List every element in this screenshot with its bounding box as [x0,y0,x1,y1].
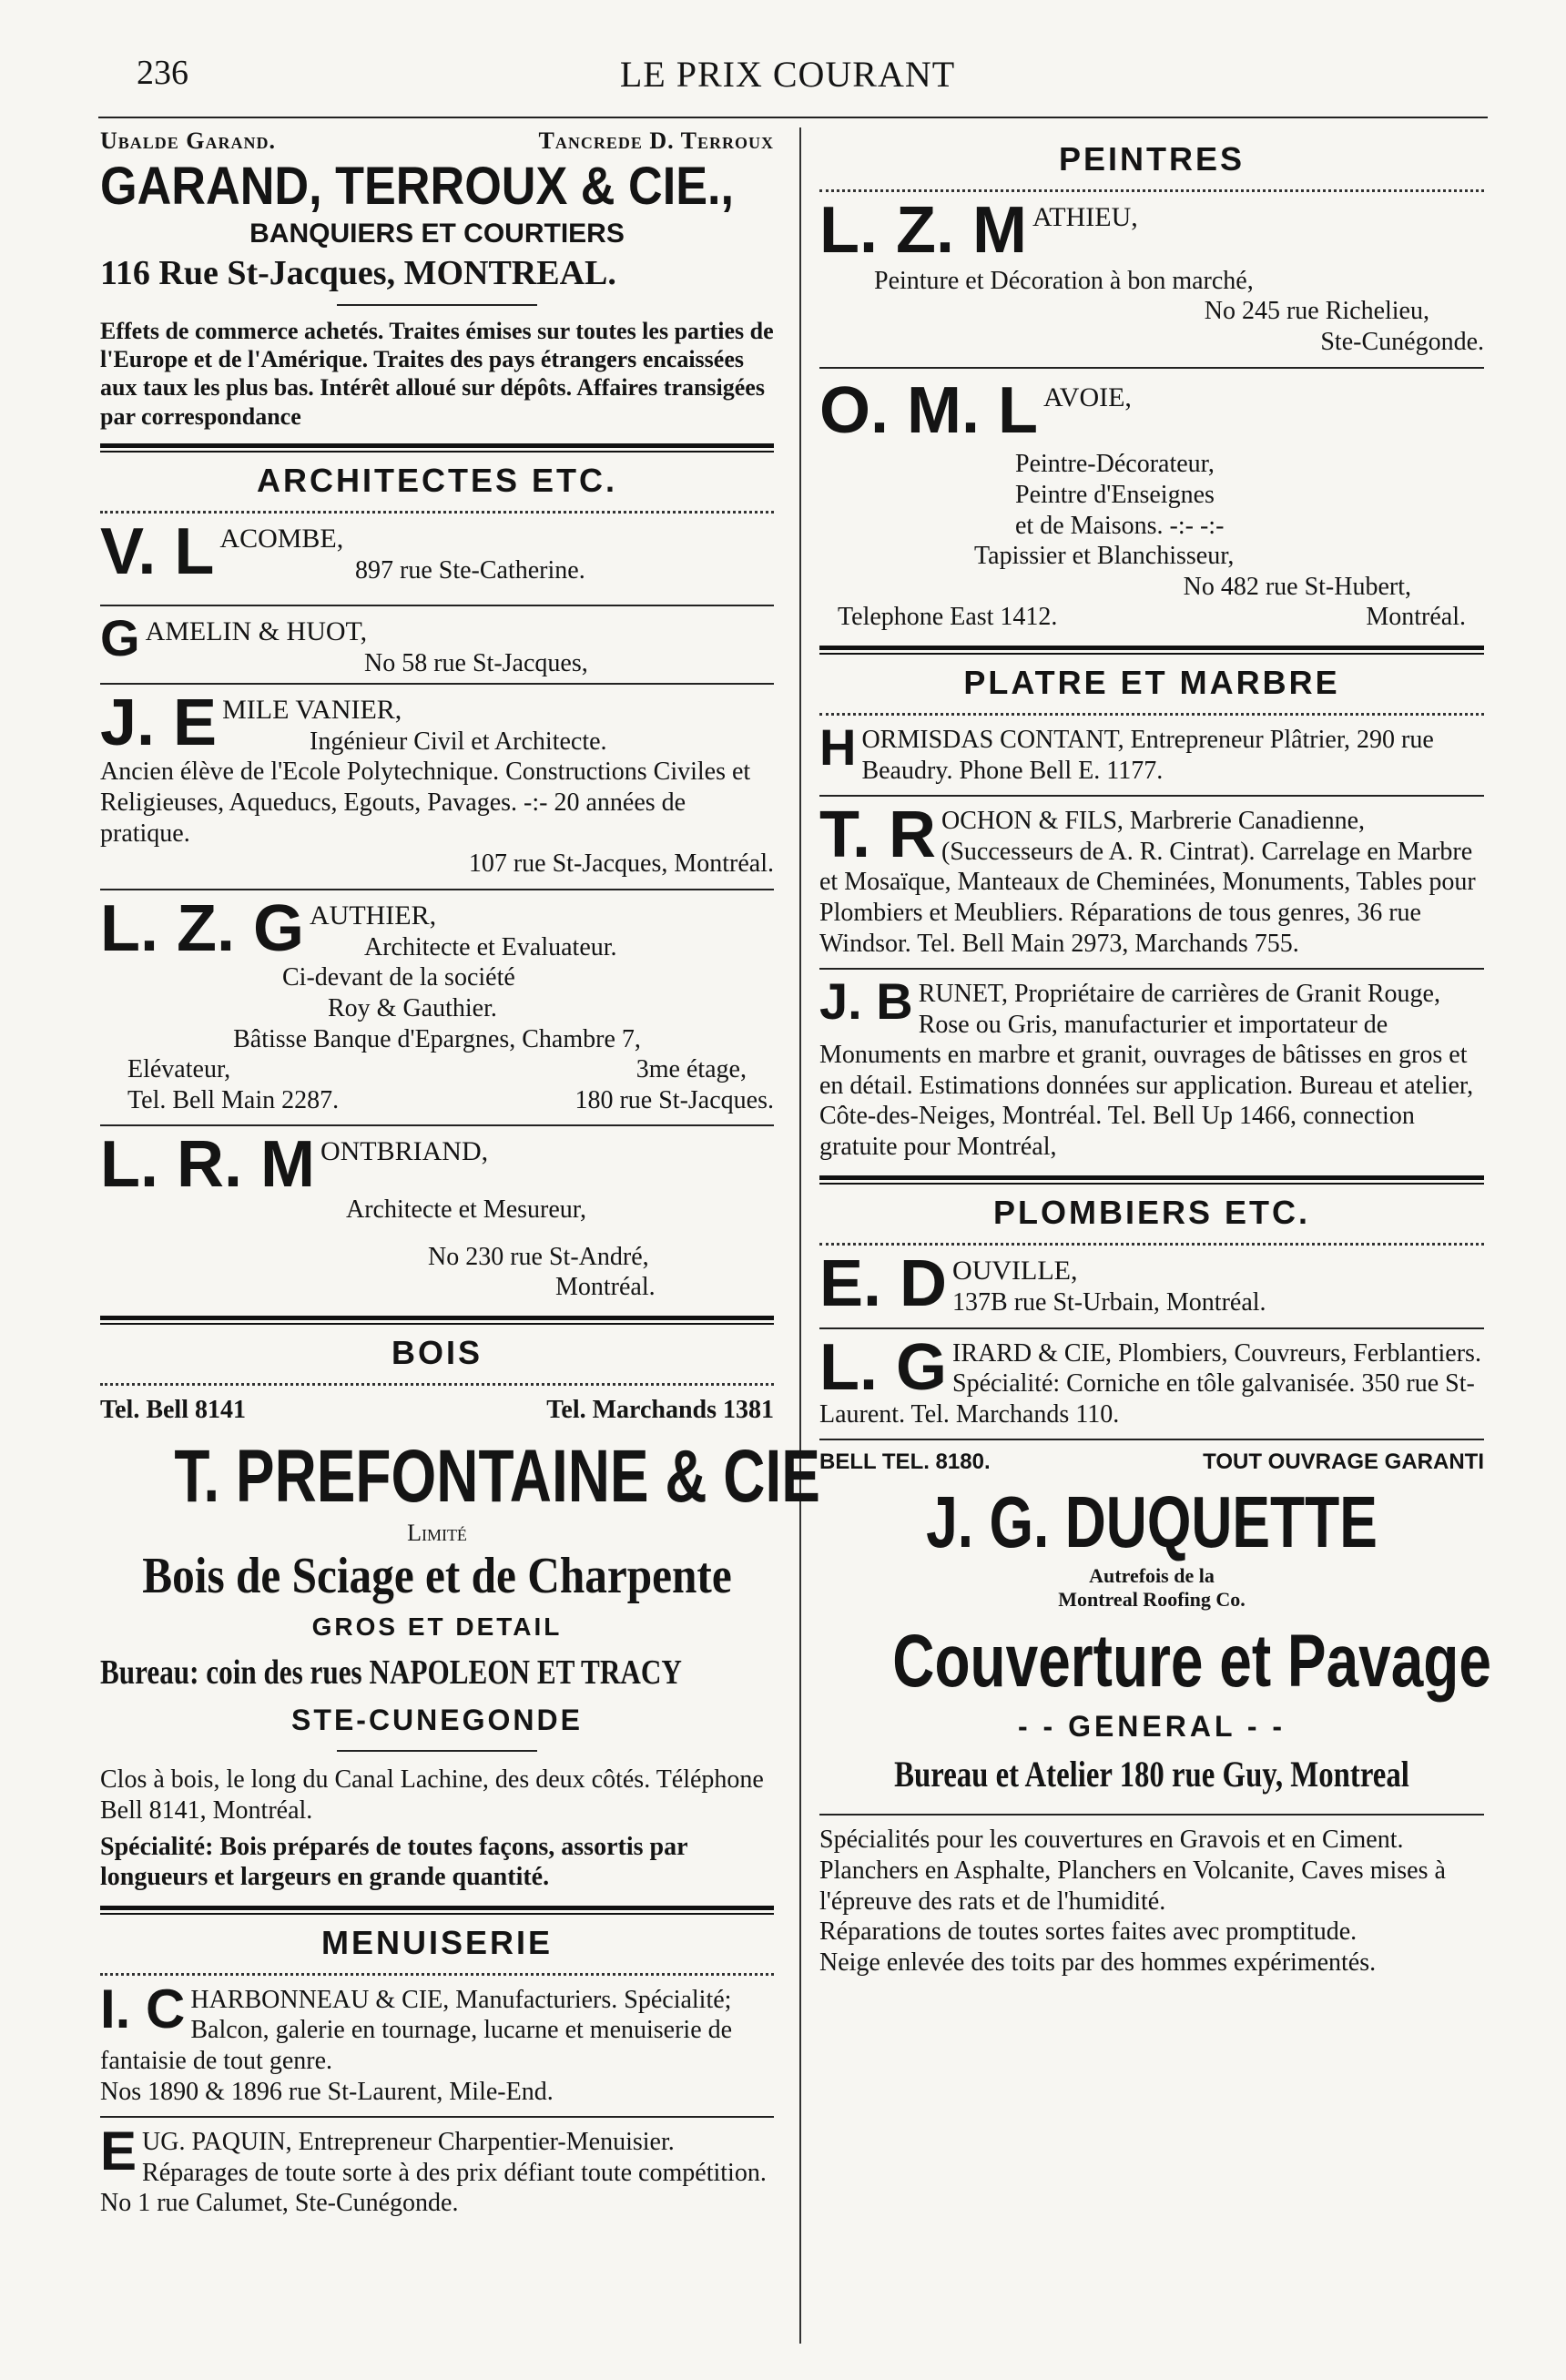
mathieu-entry: L. Z. M ATHIEU, Peinture et Décoration à bon marché, No 245 rue Richelieu, Ste-Cunégonde. [819,194,1484,356]
garand-sub: BANQUIERS ET COURTIERS [249,219,625,249]
brunet-entry: J. B RUNET, Propriétaire de carrières de Granit Rouge, Rose ou Gris, manufacturier et importateur de Monuments en marbre et granit, ouvrages de bâtisses en gros et en détail. Estimations données sur application. Bureau et atelier, Côte-des-Neiges, Montréal. Tel. Bell Up 1466, connection gratuite pour Montréal, [819,972,1474,1162]
rochon-entry: T. R OCHON & FILS, Marbrerie Canadienne, (Successeurs de A. R. Cintrat). Carrelage en Marbre et Mosaïque, Manteaux de Cheminées, Monuments, Tables pour Plombiers et Meubliers. Réparations de tous genres, 36 rue Windsor. Tel. Bell Main 2973, Marchands 755. [819,798,1476,958]
garand-address: 116 Rue St-Jacques, MONTREAL. [100,254,616,292]
duquette-ad: BELL TEL. 8180. TOUT OUVRAGE GARANTI J. G. DUQUETTE Autrefois de la Montreal Roofing Co. Couverture et Pavage - - GENERAL - - Bureau et Atelier 180 rue Guy, Montreal Spécialités pour les couvertures en Gravois et en Ciment. Planchers en Asphalte, Planchers en Volcanite, Caves mises à l'épreuve des rats et de l'humidité. Réparations de toutes sortes faites avec promptitude. Neige enlevée des toits par des hommes expérimentés. [819,1449,1491,1977]
column-divider [799,127,801,2344]
charbonneau-entry: I. C HARBONNEAU & CIE, Manufacturiers. Spécialité; Balcon, galerie en tournage, lucarne et menuiserie de fantaisie de tout genre. Nos 1890 & 1896 rue St-Laurent, Mile-End. [100,1978,733,2106]
page-number: 236 [137,54,188,92]
duquette-name: J. G. DUQUETTE [926,1481,1378,1563]
duquette-tagline: Couverture et Pavage [892,1620,1491,1704]
garand-text: Effets de commerce achetés. Traites émises sur toutes les parties de l'Europe et de l'Amérique. Traites des pays étrangers encaissées aux taux les plus bas. Intérêt alloué sur dépôts. Affaires transigées par correspondance [100,318,774,430]
douville-entry: E. D OUVILLE, 137B rue St-Urbain, Montréal. [819,1246,1266,1320]
bois-section: BOIS Tel. Bell 8141 Tel. Marchands 1381 T. PREFONTAINE & CIE Limité Bois de Sciage et de Charpente GROS ET DETAIL Bureau: coin des rues NAPOLEON ET TRACY STE-CUNEGONDE Clos à bois, le long du Canal Lachine, des deux côtés. Téléphone Bell 8141, Montréal. Spécialité: Bois préparés de toutes façons, assortis par longueurs et largeurs en grande quantité. [100,1333,820,1892]
plombiers-heading: PLOMBIERS ETC. [992,1193,1311,1231]
bois-tel-bell: Tel. Bell 8141 [100,1395,246,1424]
left-column [100,127,820,2232]
garand-ad [100,127,774,431]
gamelin-entry: G AMELIN & HUOT, No 58 rue St-Jacques, [100,608,588,677]
garand-firm: GARAND, TERROUX & CIE., [100,157,735,216]
gauthier-entry: L. Z. G AUTHIER, Architecte et Evaluateur. Ci-devant de la société Roy & Gauthier. Bâtisse Banque d'Epargnes, Chambre 7, Elévateur, 3me étage, Tel. Bell Main 2287. 180 rue St-Jacques. [100,891,774,1114]
architectes-heading: ARCHITECTES ETC. [256,461,617,499]
lacombe-entry: V. L ACOMBE, 897 rue Ste-Catherine. [100,514,585,588]
right-column [819,127,1491,1990]
montbriand-entry: L. R. M ONTBRIAND, Architecte et Mesureur, No 230 rue St-André, Montréal. [100,1128,656,1302]
vanier-entry: J. E MILE VANIER, Ingénieur Civil et Architecte. Ancien élève de l'Ecole Polytechnique. Constructions Civiles et Religieuses, Aqueducs, Egouts, Pavages. -:- 20 années de pratique. 107 rue St-Jacques, Montréal. [100,686,774,879]
page-title: LE PRIX COURANT [619,54,956,95]
platre-heading: PLATRE ET MARBRE [963,663,1340,701]
girard-entry: L. G IRARD & CIE, Plombiers, Couvreurs, Ferblantiers. Spécialité: Corniche en tôle galvanisée. 350 rue St-Laurent. Tel. Marchands 110. [819,1330,1481,1429]
menuiserie-heading: MENUISERIE [320,1923,554,1961]
peintres-heading: PEINTRES [1058,140,1246,178]
peintres-section [819,140,1484,633]
page-header [100,53,1475,107]
bois-tagline: Bois de Sciage et de Charpente [142,1548,732,1605]
bois-heading: BOIS [391,1333,483,1371]
menuiserie-section [100,1924,774,2219]
lavoie-entry: O. M. L AVOIE, Peintre-Décorateur, Peintre d'Enseignes et de Maisons. -:- -:- Tapissier et Blanchisseur, No 482 rue St-Hubert, Telephone East 1412. Montréal. [819,373,1466,632]
bois-tel-marchands: Tel. Marchands 1381 [546,1395,774,1424]
plombiers-section [819,1193,1491,1978]
bois-bureau: Bureau: coin des rues NAPOLEON ET TRACY [100,1653,682,1693]
paquin-entry: E UG. PAQUIN, Entrepreneur Charpentier-Menuisier. Réparages de toute sorte à des prix défiant toute compétition. No 1 rue Calumet, Ste-Cunégonde. [100,2121,767,2218]
prefontaine-firm: T. PREFONTAINE & CIE [174,1435,820,1519]
partner-right: Tancrede D. Terroux [538,127,774,154]
header-rule [98,117,1488,118]
contant-entry: H ORMISDAS CONTANT, Entrepreneur Plâtrier, 290 rue Beaudry. Phone Bell E. 1177. [819,717,1434,785]
architectes-section [100,462,774,1303]
partner-left: Ubalde Garand. [100,127,277,154]
platre-section [819,664,1484,1163]
